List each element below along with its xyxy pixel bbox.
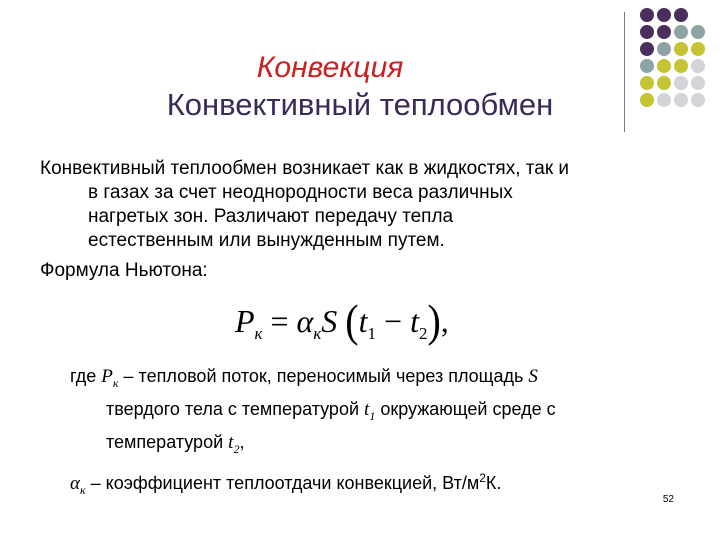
- def-t2-symbol: $t_2$: [228, 431, 240, 456]
- decor-dot: [691, 25, 705, 39]
- decor-dot: [657, 59, 671, 73]
- def-p-line-2: [106, 396, 660, 429]
- page-number: 52: [662, 494, 674, 505]
- newton-formula: [235, 294, 449, 347]
- decor-dot: [691, 76, 705, 90]
- intro-line-3: нагретых зон. Различают передачу тепла: [88, 206, 454, 227]
- formula-t1-sub: 1: [367, 324, 377, 343]
- decor-dot: [640, 93, 654, 107]
- def-p-text-1: – тепловой поток, переносимый через площадь: [123, 366, 524, 386]
- formula-lhs-sub: к: [254, 324, 263, 343]
- decor-dot: [657, 8, 671, 22]
- decor-dot: [657, 93, 671, 107]
- decor-dot: [640, 76, 654, 90]
- formula-minus: −: [384, 303, 403, 339]
- definitions: [70, 363, 660, 503]
- def-alpha-line: [70, 465, 660, 503]
- decor-dot: [640, 59, 654, 73]
- decor-divider: [624, 12, 625, 132]
- decor-dot: [674, 93, 688, 107]
- def-alpha-end: К.: [485, 473, 502, 494]
- formula-t2-sub: 2: [418, 324, 428, 343]
- def-p-symbol: $P_к$: [101, 366, 119, 390]
- formula-alpha: α: [296, 303, 314, 339]
- decor-dot: [674, 8, 688, 22]
- formula-t2: t: [410, 303, 419, 339]
- def-p-text-3b: ,: [239, 431, 245, 452]
- formula-paren-open: (: [345, 294, 359, 347]
- decor-dot: [691, 93, 705, 107]
- def-alpha-symbol: $\alpha_к$: [70, 473, 86, 498]
- intro-line-2: в газах за счет неоднородности веса различных: [88, 182, 513, 203]
- formula-t1: t: [358, 303, 368, 339]
- decor-dot: [657, 76, 671, 90]
- def-p-text-3a: температурой: [106, 431, 224, 452]
- def-s-symbol: S: [528, 366, 538, 387]
- def-p-text-2a: твердого тела с температурой: [106, 398, 360, 419]
- decor-dot: [674, 76, 688, 90]
- decor-dot: [640, 8, 654, 22]
- formula-label: Формула Ньютона:: [40, 260, 208, 281]
- def-alpha-text: – коэффициент теплоотдачи конвекцией, Вт/м: [90, 473, 480, 494]
- formula-alpha-sub: к: [313, 324, 322, 343]
- formula-lhs: P: [235, 303, 255, 339]
- def-where: где: [70, 366, 97, 386]
- intro-paragraph: [40, 157, 640, 253]
- formula-s: S: [321, 303, 338, 339]
- def-alpha-sup: 2: [479, 471, 486, 486]
- decor-dot: [691, 42, 705, 56]
- formula-comma: ,: [440, 303, 449, 339]
- def-t1-symbol: $t_1$: [364, 398, 376, 423]
- def-p-text-2b: окружающей среде с: [380, 398, 556, 419]
- decor-dot: [674, 25, 688, 39]
- def-p-line-1: [70, 363, 660, 396]
- decor-dot: [657, 25, 671, 39]
- slide-title: Конвекция: [256, 51, 404, 84]
- decor-dot: [674, 59, 688, 73]
- intro-line-1: Конвективный теплообмен возникает как в жидкостях, так и: [40, 158, 570, 179]
- decor-dot: [640, 42, 654, 56]
- decor-dot: [674, 42, 688, 56]
- def-p-line-3: [106, 429, 660, 462]
- intro-line-4: естественным или вынужденным путем.: [88, 230, 445, 251]
- slide-subtitle: Конвективный теплообмен: [166, 87, 554, 122]
- formula-eq: =: [270, 303, 289, 339]
- decor-dot: [640, 25, 654, 39]
- decor-dot: [657, 42, 671, 56]
- decor-dot-grid: [635, 8, 720, 118]
- decor-dot: [691, 59, 705, 73]
- formula-paren-close: ): [427, 294, 441, 347]
